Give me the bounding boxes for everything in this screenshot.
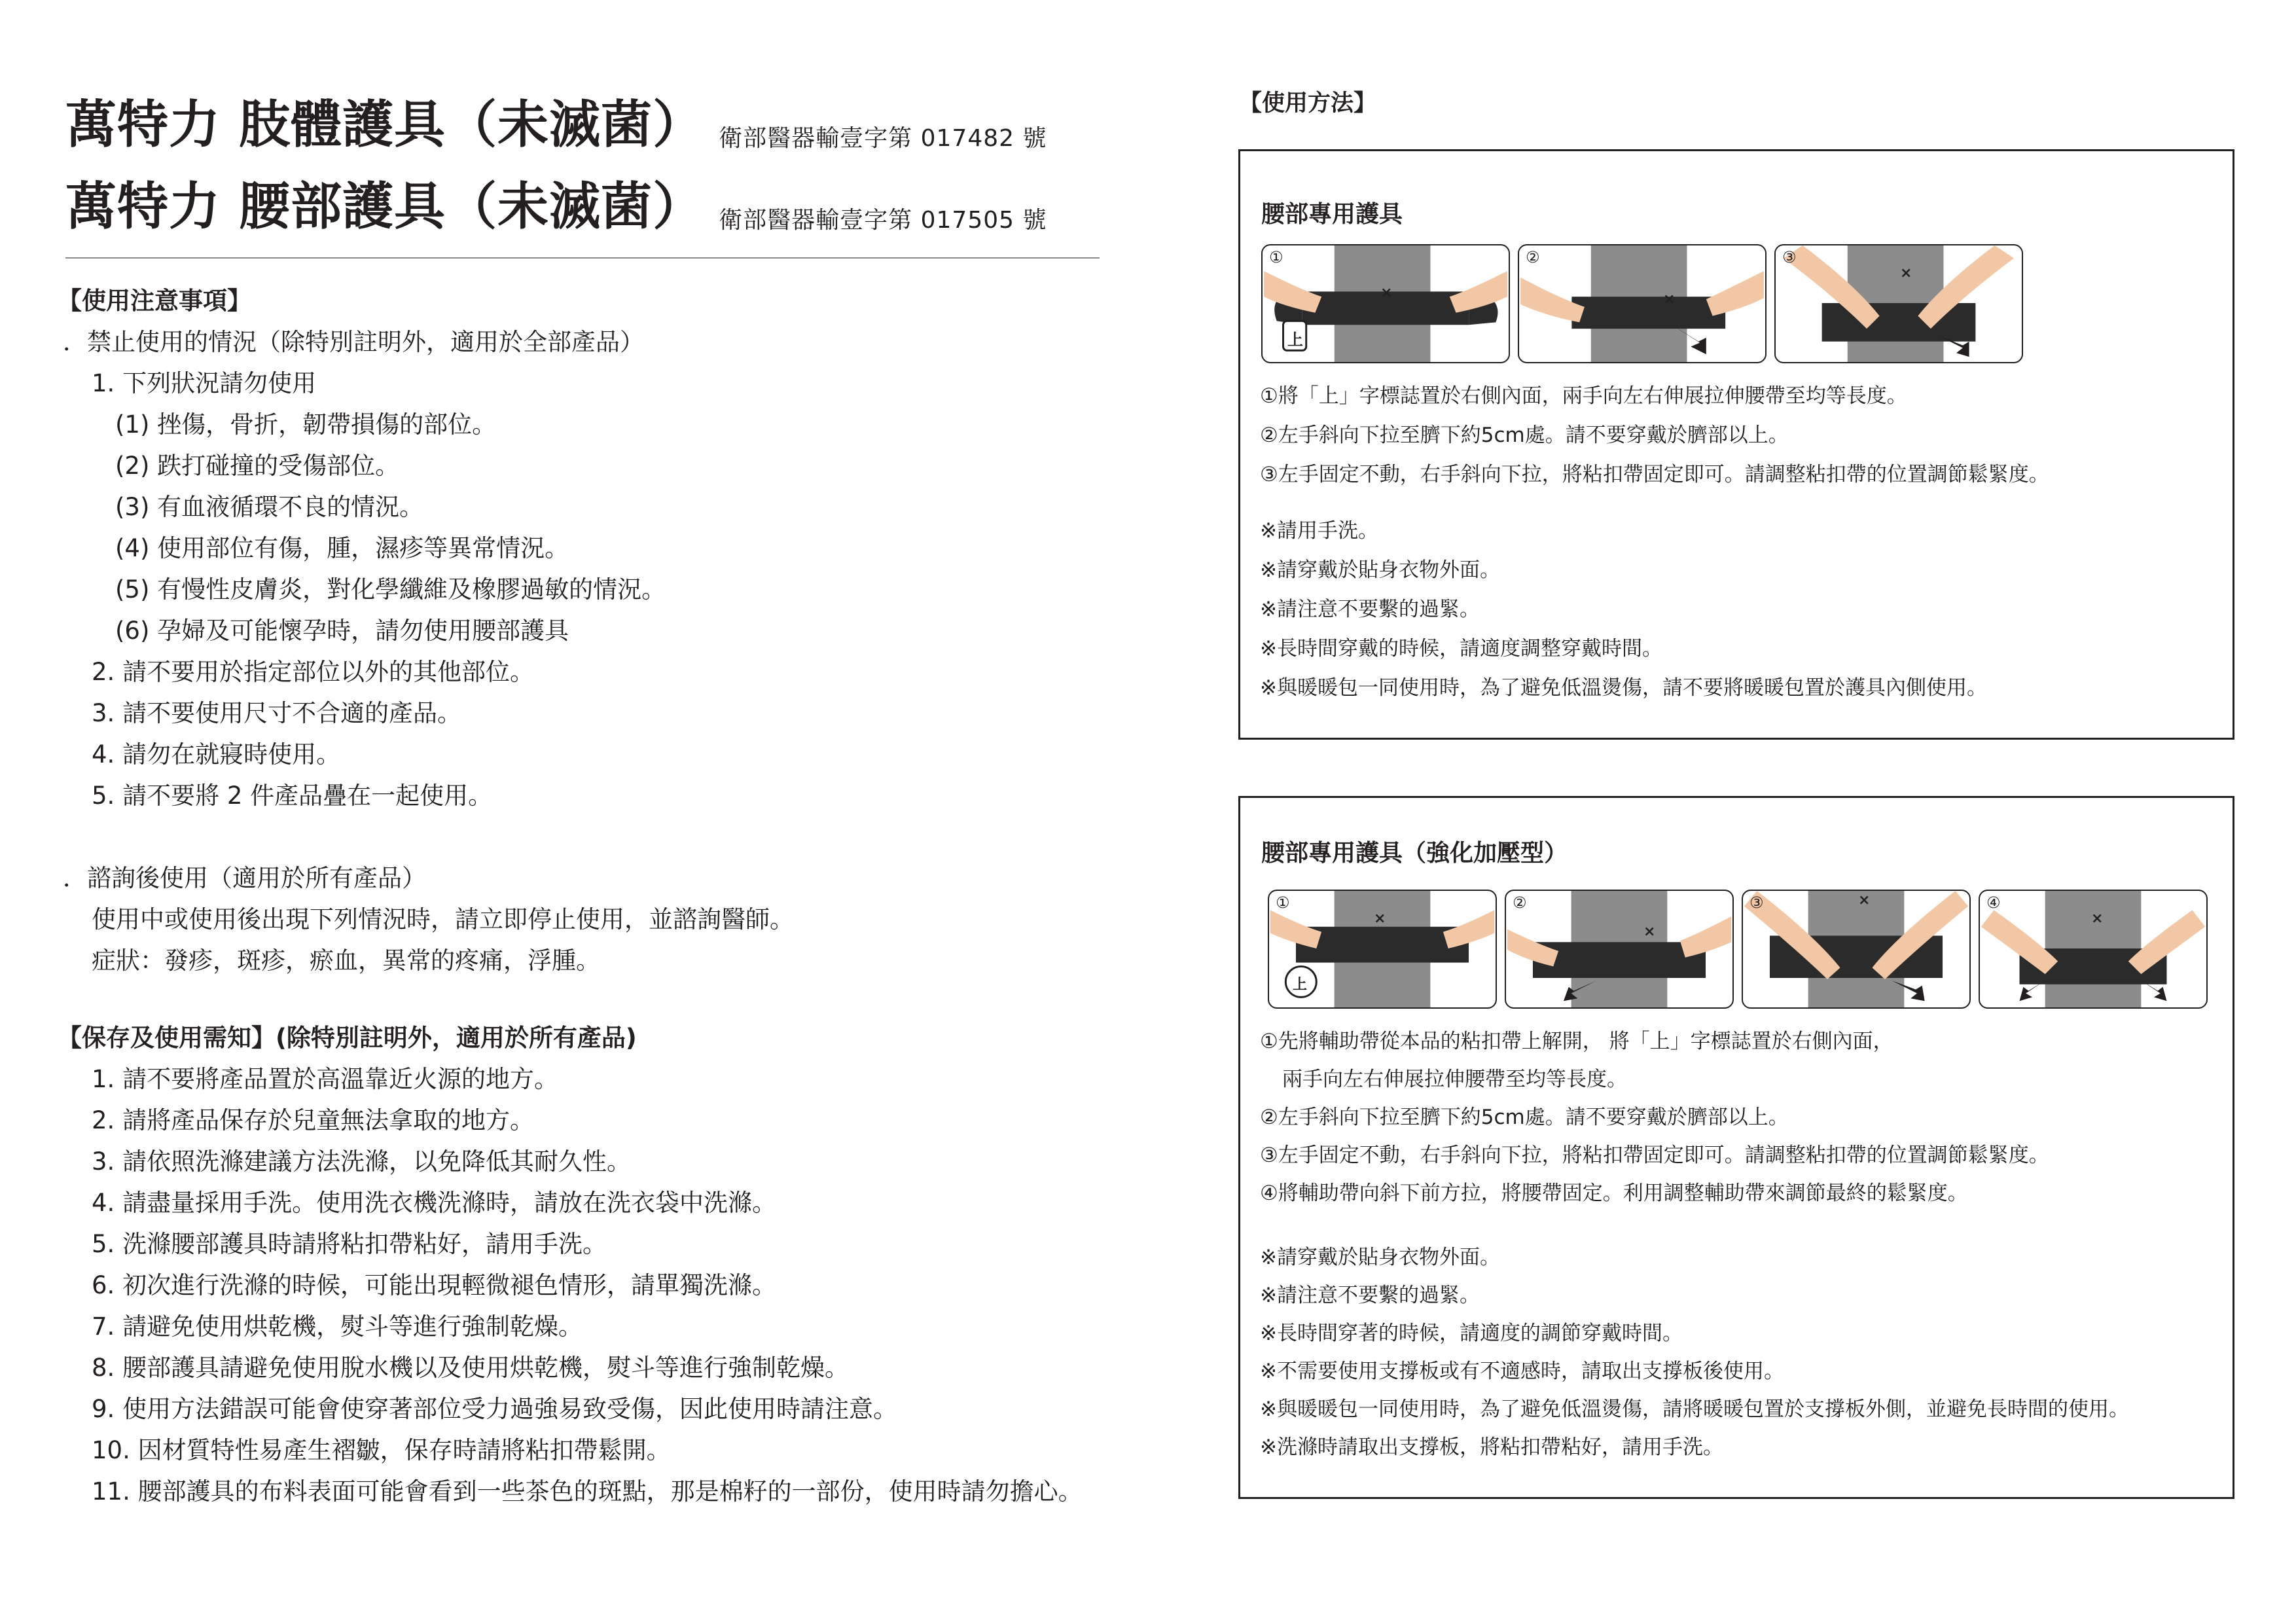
precaution-subitem: (6) 孕婦及可能懷孕時，請勿使用腰部護具 <box>115 617 569 645</box>
step-illustration-2 <box>1505 890 1734 1009</box>
storage-item: 2. 請將產品保存於兒童無法拿取的地方。 <box>92 1106 535 1134</box>
precaution-item: 1. 下列狀況請勿使用 <box>92 369 317 397</box>
usage-heading: 【使用方法】 <box>1239 90 1377 117</box>
note-text: ※不需要使用支撐板或有不適感時，請取出支撐板後使用。 <box>1260 1360 1784 1383</box>
panel-number: ② <box>1526 248 1540 266</box>
symptoms-line: 症狀：發疹，斑疹，瘀血，異常的疼痛，浮腫。 <box>92 947 600 975</box>
consult-heading: ．諮詢後使用（適用於所有產品） <box>63 864 426 892</box>
storage-item: 9. 使用方法錯誤可能會使穿著部位受力過強易致受傷，因此使用時請注意。 <box>92 1395 898 1423</box>
belt-fasten-illustration <box>1743 891 1969 1007</box>
step-text: ①將「上」字標誌置於右側內面，兩手向左右伸展拉伸腰帶至均等長度。 <box>1260 384 1907 408</box>
panel-number: ④ <box>1986 893 2001 912</box>
panel-number: ② <box>1513 893 1527 912</box>
step-text: ③左手固定不動，右手斜向下拉，將粘扣帶固定即可。請調整粘扣帶的位置調節鬆緊度。 <box>1260 463 2049 486</box>
storage-item: 3. 請依照洗滌建議方法洗滌，以免降低其耐久性。 <box>92 1147 632 1176</box>
prohibited-heading: ．禁止使用的情況（除特別註明外，適用於全部產品） <box>63 328 644 356</box>
note-text: ※與暖暖包一同使用時，為了避免低溫燙傷，請將暖暖包置於支撐板外側，並避免長時間的使用。 <box>1260 1398 2129 1421</box>
step-text: ①先將輔助帶從本品的粘扣帶上解開， 將「上」字標誌置於右側內面， <box>1260 1030 1893 1053</box>
belt-pull-down-illustration <box>1506 891 1732 1007</box>
usage-box-waist-reinforced <box>1238 796 2234 1499</box>
note-text: ※請穿戴於貼身衣物外面。 <box>1260 1246 1500 1269</box>
step-illustration-2 <box>1518 244 1767 363</box>
storage-item: 10. 因材質特性易產生褶皺，保存時請將粘扣帶鬆開。 <box>92 1436 671 1464</box>
precaution-subitem: (1) 挫傷，骨折，韌帶損傷的部位。 <box>115 410 497 439</box>
storage-item: 6. 初次進行洗滌的時候，可能出現輕微褪色情形，請單獨洗滌。 <box>92 1271 777 1299</box>
storage-item: 7. 請避免使用烘乾機，熨斗等進行強制乾燥。 <box>92 1312 583 1341</box>
step-illustration-3 <box>1742 890 1971 1009</box>
note-text: ※與暖暖包一同使用時，為了避免低溫燙傷，請不要將暖暖包置於護具內側使用。 <box>1260 676 1987 700</box>
precautions-heading: 【使用注意事項】 <box>58 287 251 315</box>
storage-item: 4. 請盡量採用手洗。使用洗衣機洗滌時，請放在洗衣袋中洗滌。 <box>92 1189 777 1217</box>
storage-item: 11. 腰部護具的布料表面可能會看到一些茶色的斑點，那是棉籽的一部份，使用時請勿擔心。 <box>92 1477 1083 1506</box>
title-waist-text: 萬特力 腰部護具（未滅菌） <box>65 177 705 236</box>
cross-mark: × <box>1900 265 1912 281</box>
panel-number: ① <box>1269 248 1283 266</box>
product-title-waist <box>65 166 1047 239</box>
consult-line: 使用中或使用後出現下列情況時，請立即停止使用，並諮詢醫師。 <box>92 905 794 933</box>
header-divider <box>65 257 1100 259</box>
step-text: 兩手向左右伸展拉伸腰帶至均等長度。 <box>1282 1068 1627 1091</box>
note-text: ※請注意不要繫的過緊。 <box>1260 598 1480 621</box>
box-title-waist: 腰部專用護具 <box>1261 201 1403 228</box>
step-text: ③左手固定不動，右手斜向下拉，將粘扣帶固定即可。請調整粘扣帶的位置調節鬆緊度。 <box>1260 1144 2049 1167</box>
cross-mark: × <box>1374 911 1386 927</box>
usage-box-waist <box>1238 149 2234 740</box>
panel-number: ③ <box>1782 248 1797 266</box>
step-text: ②左手斜向下拉至臍下約5cm處。請不要穿戴於臍部以上。 <box>1260 1106 1789 1129</box>
step-illustration-4 <box>1979 890 2208 1009</box>
registration-number-limb: 衛部醫器輸壹字第 017482 號 <box>719 125 1047 152</box>
note-text: ※長時間穿戴的時候，請適度調整穿戴時間。 <box>1260 637 1662 660</box>
note-text: ※請用手洗。 <box>1260 519 1378 543</box>
storage-item: 1. 請不要將產品置於高溫靠近火源的地方。 <box>92 1065 559 1093</box>
storage-item: 8. 腰部護具請避免使用脫水機以及使用烘乾機，熨斗等進行強制乾燥。 <box>92 1354 850 1382</box>
belt-pull-down-illustration <box>1519 245 1765 362</box>
precaution-subitem: (4) 使用部位有傷，腫，濕疹等異常情況。 <box>115 534 569 562</box>
box-title-waist-reinforced: 腰部專用護具（強化加壓型） <box>1261 840 1568 867</box>
cross-mark: × <box>1380 285 1393 301</box>
step-text: ④將輔助帶向斜下前方拉，將腰帶固定。利用調整輔助帶來調節最終的鬆緊度。 <box>1260 1182 1968 1205</box>
precaution-item: 2. 請不要用於指定部位以外的其他部位。 <box>92 658 535 686</box>
note-text: ※長時間穿著的時候，請適度的調節穿戴時間。 <box>1260 1322 1683 1345</box>
precaution-item: 4. 請勿在就寢時使用。 <box>92 740 341 768</box>
step-illustration-1 <box>1268 890 1497 1009</box>
precaution-subitem: (2) 跌打碰撞的受傷部位。 <box>115 452 400 480</box>
cross-mark: × <box>1643 924 1656 940</box>
storage-heading: 【保存及使用需知】(除特別註明外，適用於所有產品) <box>58 1024 637 1052</box>
title-limb-text: 萬特力 肢體護具（未滅菌） <box>65 96 705 154</box>
panel-number: ① <box>1276 893 1290 912</box>
precaution-item: 3. 請不要使用尺寸不合適的產品。 <box>92 699 462 727</box>
panel-number: ③ <box>1749 893 1764 912</box>
step-illustration-1 <box>1261 244 1510 363</box>
belt-fasten-illustration <box>1776 245 2022 362</box>
tag-label: 上 <box>1287 331 1303 349</box>
storage-item: 5. 洗滌腰部護具時請將粘扣帶粘好，請用手洗。 <box>92 1230 607 1258</box>
step-text: ②左手斜向下拉至臍下約5cm處。請不要穿戴於臍部以上。 <box>1260 424 1789 447</box>
note-text: ※洗滌時請取出支撐板，將粘扣帶粘好，請用手洗。 <box>1260 1435 1723 1459</box>
step-illustration-3 <box>1774 244 2023 363</box>
cross-mark: × <box>2091 911 2104 927</box>
assist-strap-illustration <box>1980 891 2206 1007</box>
cross-mark: × <box>1663 291 1676 308</box>
cross-mark: × <box>1858 892 1871 909</box>
tag-label: 上 <box>1293 977 1308 993</box>
precaution-subitem: (3) 有血液循環不良的情況。 <box>115 493 424 521</box>
precautions-section <box>58 280 1131 1512</box>
note-text: ※請穿戴於貼身衣物外面。 <box>1260 558 1500 582</box>
product-title-limb <box>65 84 1047 157</box>
registration-number-waist: 衛部醫器輸壹字第 017505 號 <box>719 207 1047 234</box>
precaution-item: 5. 請不要將 2 件產品疊在一起使用。 <box>92 782 493 810</box>
note-text: ※請注意不要繫的過緊。 <box>1260 1284 1480 1307</box>
precaution-subitem: (5) 有慢性皮膚炎，對化學纖維及橡膠過敏的情況。 <box>115 575 666 604</box>
